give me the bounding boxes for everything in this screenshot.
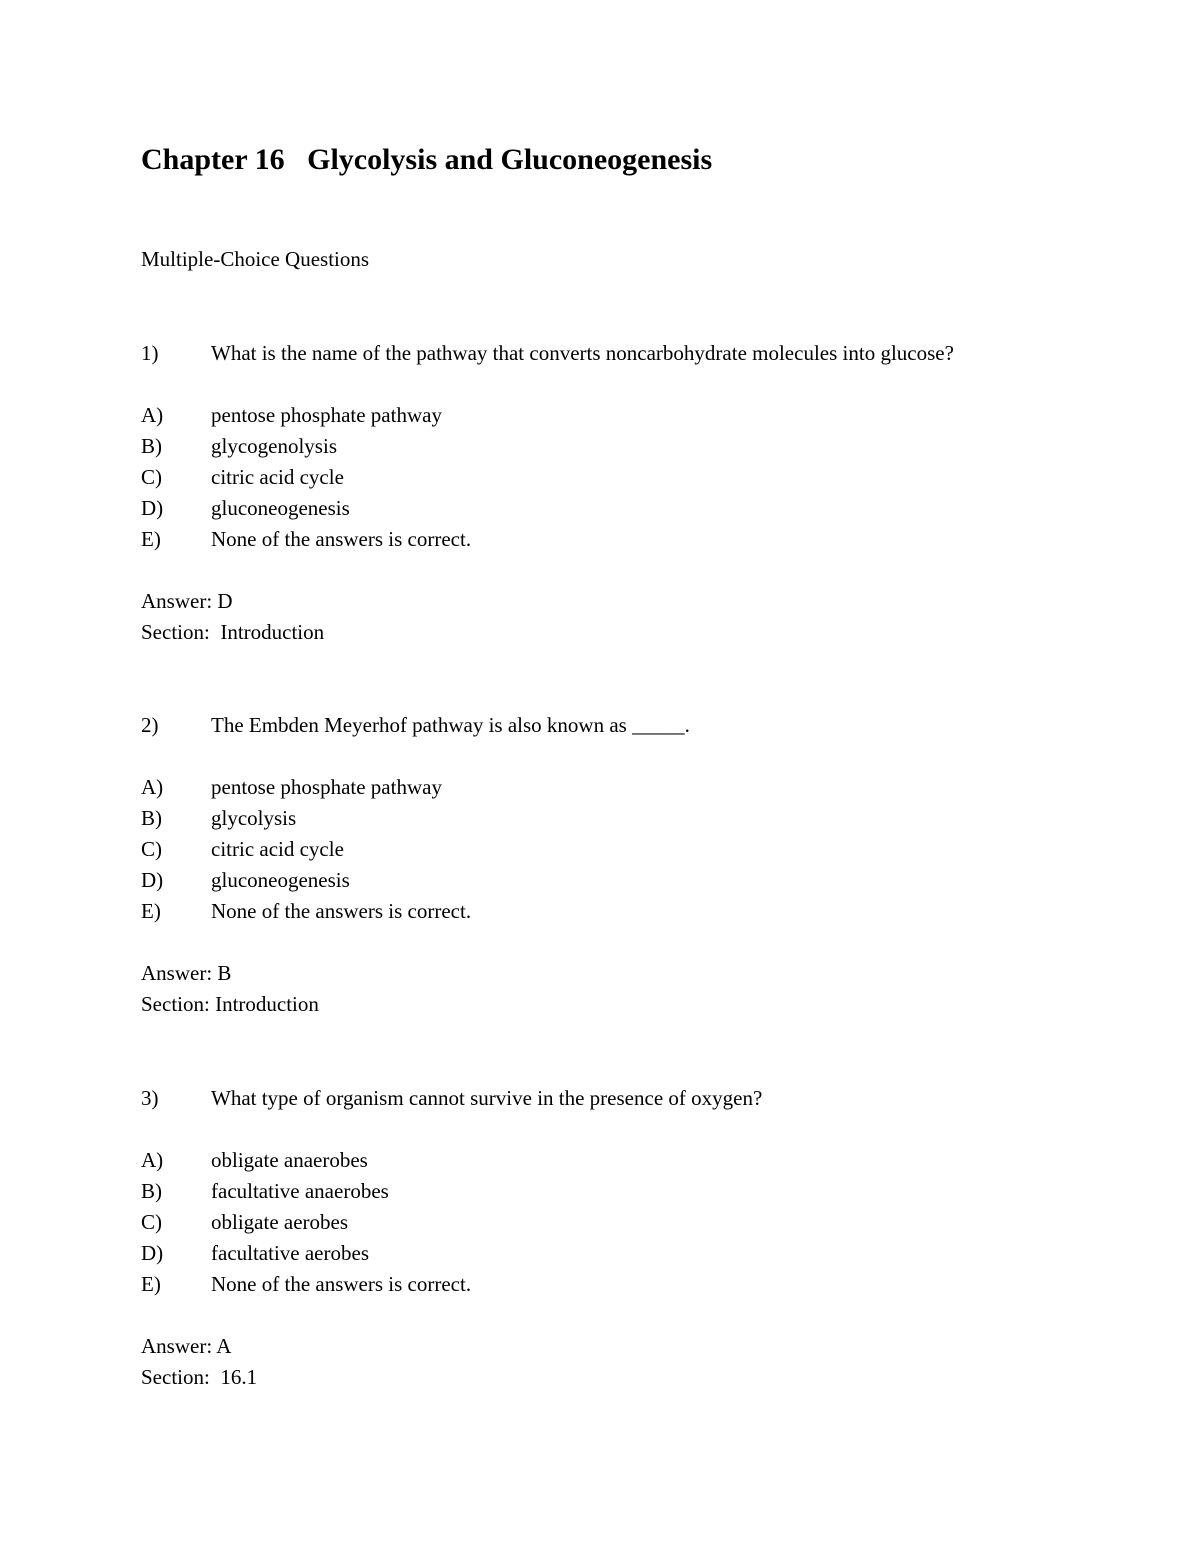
question-3 xyxy=(141,1083,1141,1393)
chapter-title: Chapter 16 Glycolysis and Gluconeogenesis xyxy=(141,143,713,176)
option-text: pentose phosphate pathway xyxy=(211,775,442,799)
section-line: Section: Introduction xyxy=(141,620,325,644)
option-text: gluconeogenesis xyxy=(211,868,350,892)
option-text: citric acid cycle xyxy=(211,837,344,861)
option-e xyxy=(141,1269,1141,1300)
section-line: Section: 16.1 xyxy=(141,1365,258,1389)
question-1 xyxy=(141,338,1141,648)
option-e xyxy=(141,524,1141,555)
option-text: gluconeogenesis xyxy=(211,496,350,520)
option-a xyxy=(141,772,1141,803)
option-letter: E) xyxy=(141,527,161,551)
option-letter: B) xyxy=(141,434,162,458)
option-text: glycolysis xyxy=(211,806,297,830)
option-text: None of the answers is correct. xyxy=(211,899,472,923)
answer-line: Answer: B xyxy=(141,961,232,985)
option-letter: A) xyxy=(141,403,164,427)
option-letter: B) xyxy=(141,806,162,830)
option-letter: A) xyxy=(141,775,164,799)
question-line xyxy=(141,338,1141,369)
question-number: 3) xyxy=(141,1086,159,1110)
option-letter: C) xyxy=(141,465,162,489)
option-c xyxy=(141,462,1141,493)
question-number: 1) xyxy=(141,341,159,365)
option-text: obligate aerobes xyxy=(211,1210,349,1234)
option-letter: C) xyxy=(141,837,162,861)
option-letter: D) xyxy=(141,868,164,892)
option-b xyxy=(141,803,1141,834)
option-d xyxy=(141,493,1141,524)
question-2 xyxy=(141,710,1141,1020)
option-letter: D) xyxy=(141,1241,164,1265)
section-subtitle: Multiple-Choice Questions xyxy=(141,247,370,271)
option-letter: D) xyxy=(141,496,164,520)
option-b xyxy=(141,1176,1141,1207)
question-number: 2) xyxy=(141,713,159,737)
option-letter: E) xyxy=(141,1272,161,1296)
question-text: The Embden Meyerhof pathway is also known as _____. xyxy=(211,713,690,737)
option-letter: E) xyxy=(141,899,161,923)
option-text: pentose phosphate pathway xyxy=(211,403,442,427)
option-d xyxy=(141,1238,1141,1269)
option-c xyxy=(141,834,1141,865)
option-text: None of the answers is correct. xyxy=(211,1272,472,1296)
option-text: obligate anaerobes xyxy=(211,1148,368,1172)
option-text: glycogenolysis xyxy=(211,434,337,458)
option-letter: C) xyxy=(141,1210,162,1234)
option-text: citric acid cycle xyxy=(211,465,344,489)
option-text: facultative aerobes xyxy=(211,1241,369,1265)
question-text: What is the name of the pathway that converts noncarbohydrate molecules into glucose? xyxy=(211,341,954,365)
answer-line: Answer: D xyxy=(141,589,233,613)
question-line xyxy=(141,710,1141,741)
section-line: Section: Introduction xyxy=(141,992,319,1016)
option-c xyxy=(141,1207,1141,1238)
option-a xyxy=(141,400,1141,431)
option-text: None of the answers is correct. xyxy=(211,527,472,551)
answer-line: Answer: A xyxy=(141,1334,232,1358)
option-e xyxy=(141,896,1141,927)
option-letter: A) xyxy=(141,1148,164,1172)
question-line xyxy=(141,1083,1141,1114)
option-a xyxy=(141,1145,1141,1176)
option-letter: B) xyxy=(141,1179,162,1203)
question-text: What type of organism cannot survive in the presence of oxygen? xyxy=(211,1086,763,1110)
option-b xyxy=(141,431,1141,462)
option-text: facultative anaerobes xyxy=(211,1179,389,1203)
option-d xyxy=(141,865,1141,896)
